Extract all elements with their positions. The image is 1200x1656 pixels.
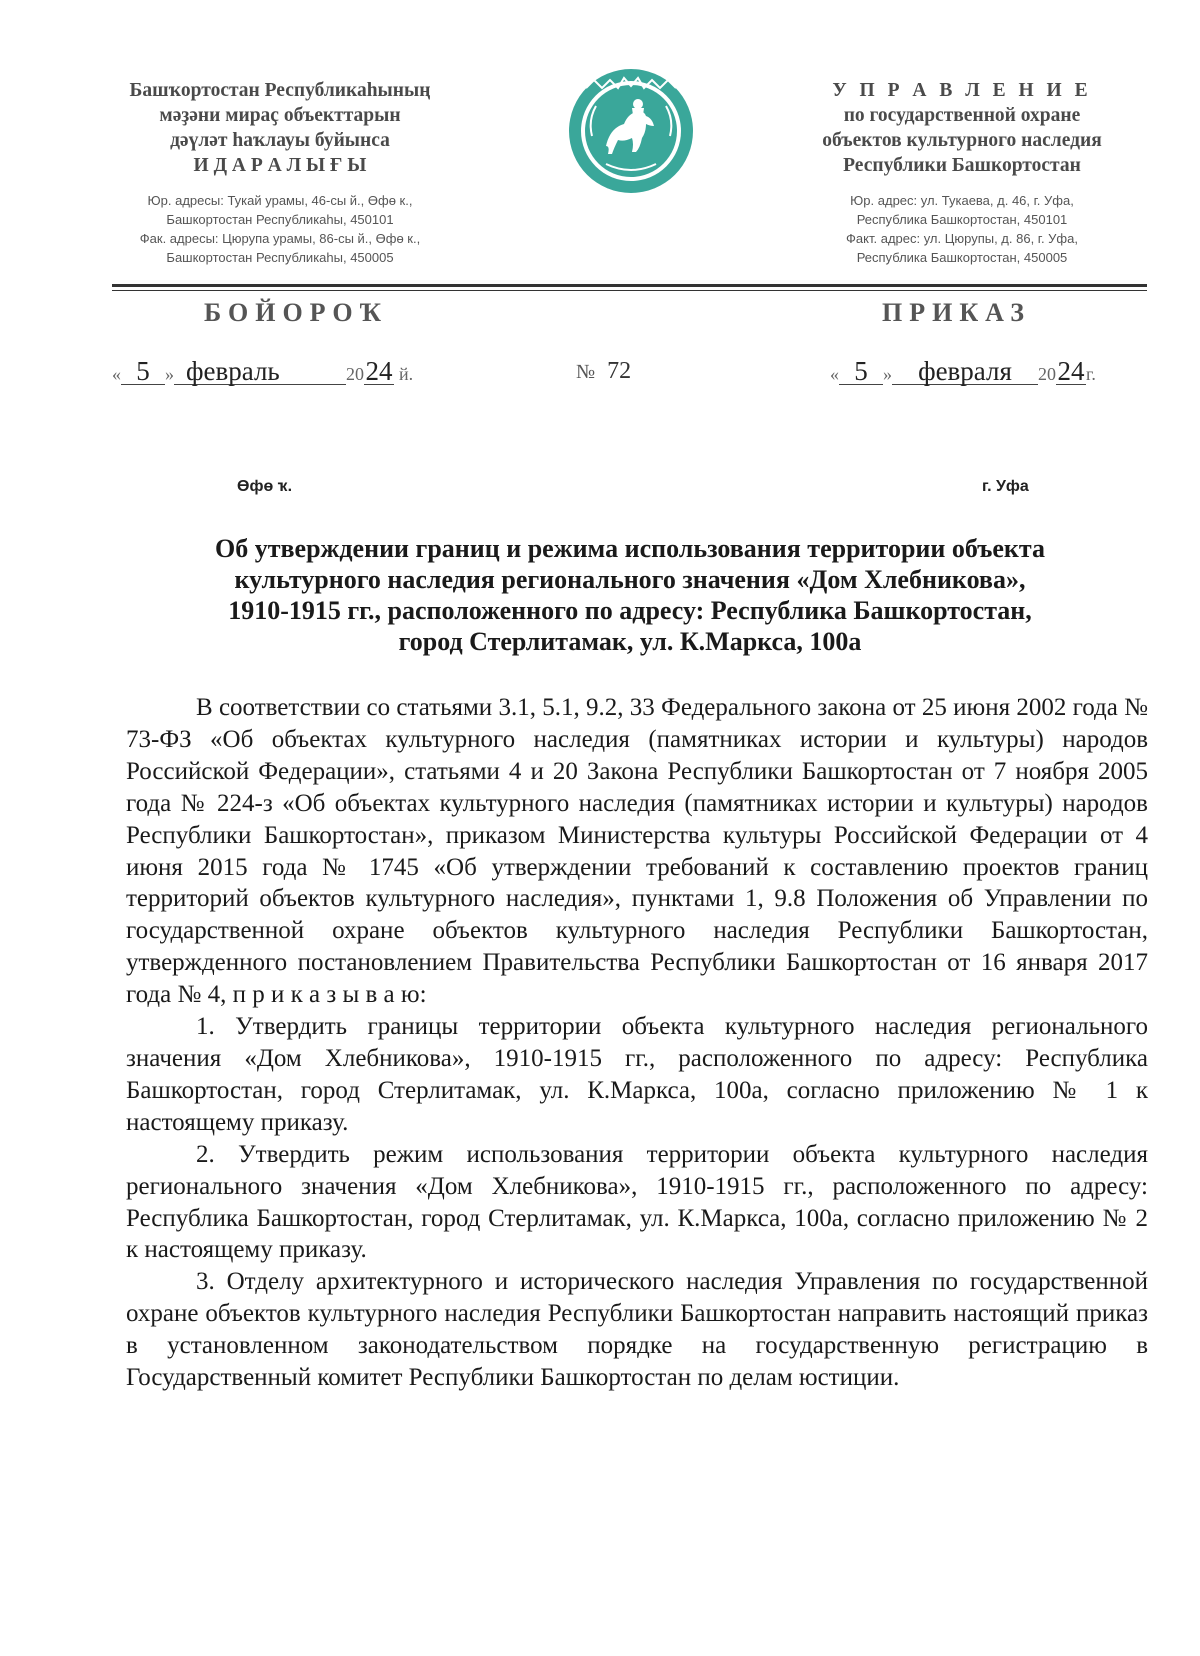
org-name-line: дәүләт һаҡлауы буйынса (170, 130, 390, 151)
body-paragraph: 1. Утвердить границы территории объекта культурного наследия регионального значения «Дом Хлебникова», 1910-1915 гг., расположенного по адресу: Республика Башкортостан, город Стерлитамак, ул. К.Маркса, 100а, согласно приложению № 1 к настоящему приказу. (126, 1013, 1148, 1136)
title-line: культурного наследия регионального значения «Дом Хлебникова», (234, 565, 1026, 594)
quote-close: » (883, 364, 892, 384)
year-prefix: 20 (346, 364, 364, 384)
coat-of-arms-emblem (566, 66, 696, 196)
header-divider (112, 290, 1147, 291)
date-left (112, 358, 413, 386)
date-month: февраля (892, 358, 1038, 385)
title-line: город Стерлитамак, ул. К.Маркса, 100а (398, 627, 862, 656)
address-line: Фак. адресы: Цюрупа урамы, 86-сы й., Өфө к., (139, 231, 421, 246)
address-block (80, 191, 480, 267)
date-right (830, 358, 1096, 386)
quote-open: « (112, 364, 121, 384)
date-month: февраль (174, 358, 346, 385)
body-paragraph: 2. Утвердить режим использования территории объекта культурного наследия регионального значения «Дом Хлебникова», 1910-1915 гг., расположенного по адресу: Республика Башкортостан, город Стерлитамак, ул. К.Маркса, 100а, согласно приложению № 2 к настоящему приказу. (126, 1140, 1148, 1264)
city-bashkir: Өфө ҡ. (237, 478, 293, 495)
address-line: Башкортостан Республикаһы, 450101 (166, 212, 394, 227)
order-title (150, 533, 1110, 657)
address-block (762, 191, 1162, 267)
address-line: Юр. адрес: ул. Тукаева, д. 46, г. Уфа, (850, 193, 1074, 208)
address-line: Республика Башкортостан, 450101 (856, 212, 1068, 227)
body-paragraph: 3. Отделу архитектурного и исторического наследия Управления по государственной охране объектов культурного наследия Республики Башкортостан направить настоящий приказ в установленном законодательством порядке на государственную регистрацию в Государственный комитет Республики Башкортостан по делам юстиции. (126, 1268, 1148, 1392)
address-line: Республика Башкортостан, 450005 (856, 250, 1068, 265)
address-line: Башкортостан Республикаһы, 450005 (166, 250, 394, 265)
title-line: 1910-1915 гг., расположенного по адресу: Республика Башкортостан, (228, 596, 1032, 625)
year-prefix: 20 (1038, 364, 1056, 384)
header-left (80, 78, 480, 267)
date-day: 5 (121, 358, 165, 385)
org-name-line: И Д А Р А Л Ы Ғ Ы (193, 155, 367, 176)
org-name-line: Башҡортостан Республикаһының (129, 80, 431, 101)
quote-close: » (165, 364, 174, 384)
doc-type-russian: ПРИКАЗ (882, 298, 1032, 327)
org-name-line: Республики Башкортостан (843, 155, 1081, 176)
address-line: Факт. адрес: ул. Цюрупы, д. 86, г. Уфа, (846, 231, 1078, 246)
org-name-line: мәҙәни мираҫ объекттарын (159, 105, 401, 126)
year-suffix: 24 (365, 356, 393, 386)
doc-type-bashkir: БОЙОРОҠ (204, 298, 389, 327)
header-divider (112, 284, 1147, 287)
number-value: 72 (607, 358, 632, 384)
title-line: Об утверждении границ и режима использования территории объекта (215, 534, 1045, 563)
header-right (762, 78, 1162, 267)
year-unit: г. (1086, 364, 1096, 384)
address-line: Юр. адресы: Тукай урамы, 46-сы й., Өфө к., (147, 193, 413, 208)
org-name-line: У П Р А В Л Е Н И Е (832, 80, 1092, 101)
city-russian: г. Уфа (982, 478, 1029, 495)
body-paragraph: В соответствии со статьями 3.1, 5.1, 9.2, 33 Федерального закона от 25 июня 2002 года № 73-ФЗ «Об объектах культурного наследия (памятниках истории и культуры) народов Российской Федерации», статьями 4 и 20 Закона Республики Башкортостан от 7 ноября 2005 года № 224-з «Об объектах культурного наследия (памятниках истории и культуры) народов Республики Башкортостан», приказом Министерства культуры Российской Федерации от 4 июня 2015 года № 1745 «Об утверждении требований к составлению проектов границ территорий объектов культурного наследия», пунктами 1, 9.8 Положения об Управлении по государственной охране объектов культурного наследия Республики Башкортостан, утвержденного постановлением Правительства Республики Башкортостан от 16 января 2017 года № 4, п р и к а з ы в а ю: (126, 694, 1148, 1009)
year-suffix: 24 (1057, 356, 1085, 386)
order-number (576, 358, 631, 385)
quote-open: « (830, 364, 839, 384)
order-body (126, 692, 1148, 1394)
org-name-line: объектов культурного наследия (822, 130, 1102, 151)
year-unit: й. (399, 364, 414, 384)
date-day: 5 (839, 358, 883, 385)
org-name-line: по государственной охране (843, 105, 1081, 126)
number-sign: № (576, 361, 596, 383)
